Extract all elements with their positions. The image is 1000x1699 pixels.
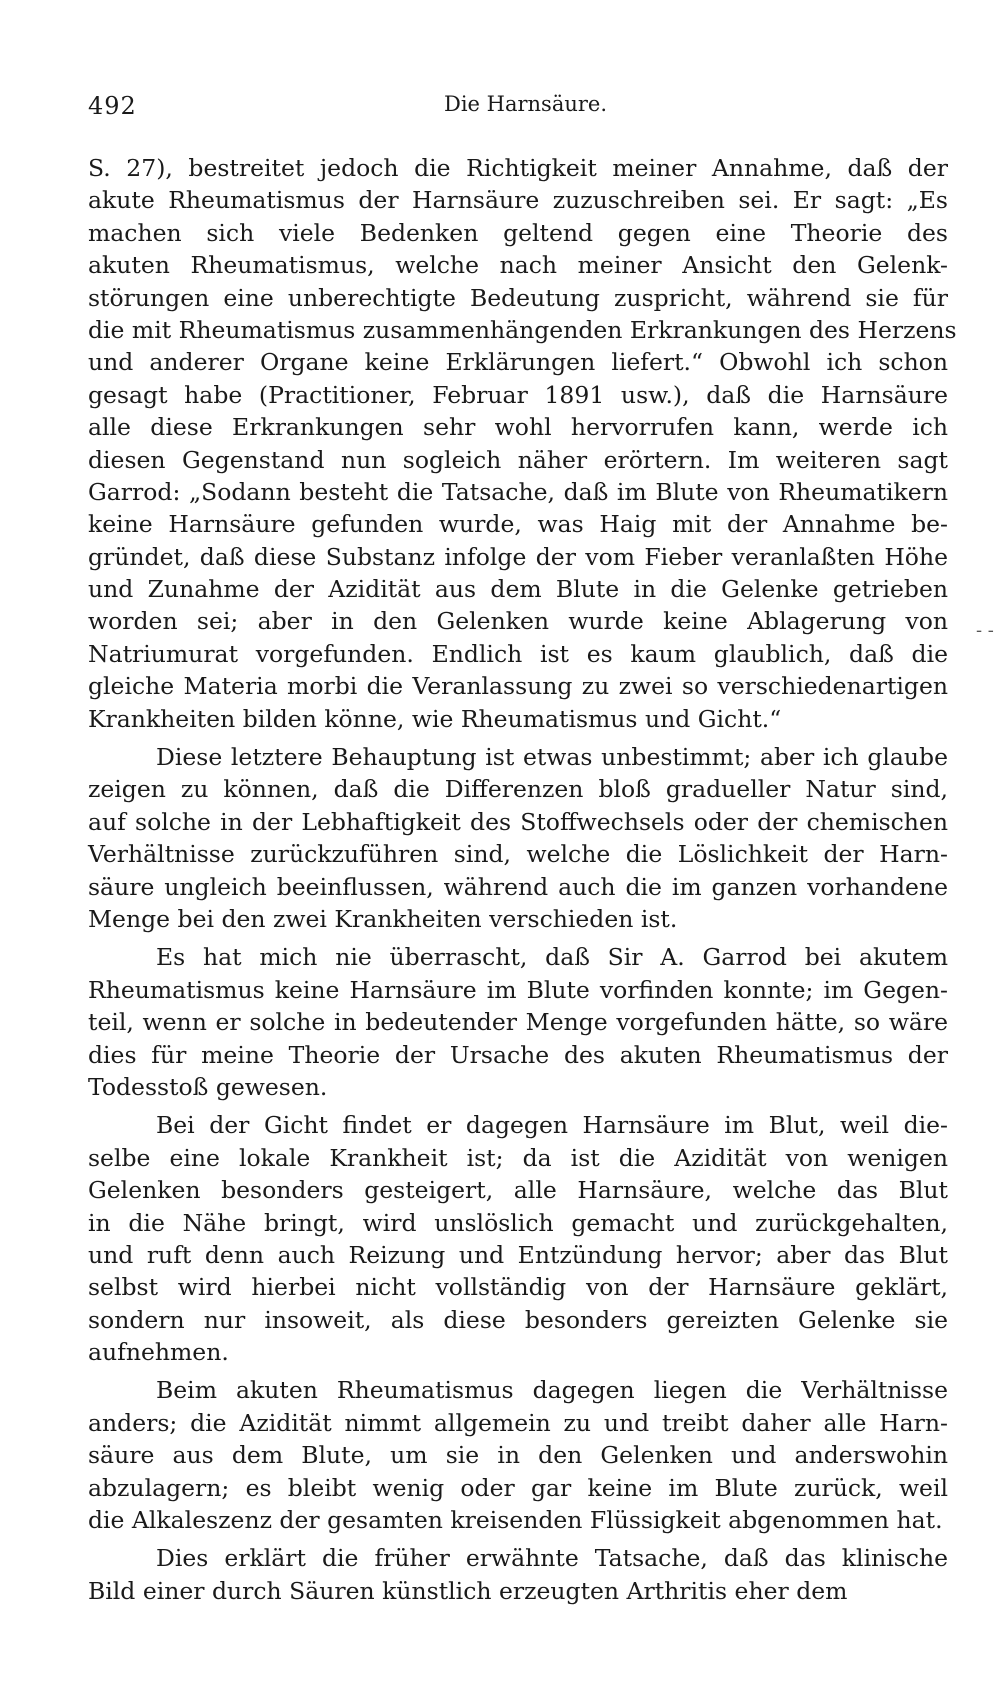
text-line: Menge bei den zwei Krankheiten verschieden ist.: [88, 904, 678, 933]
paragraph: [88, 1374, 948, 1536]
text-line: und anderer Organe keine Erklärungen liefert.“ Obwohl ich schon: [88, 348, 948, 377]
text-line: dies für meine Theorie der Ursache des akuten Rheumatismus der: [88, 1040, 948, 1069]
paragraph: [88, 1542, 948, 1607]
text-line: Rheumatismus keine Harnsäure im Blute vorfinden konnte; im Gegen-: [88, 975, 948, 1004]
text-line: Natriumurat vorgefunden. Endlich ist es kaum glaublich, daß die: [88, 639, 948, 668]
text-line: akuten Rheumatismus, welche nach meiner Ansicht den Gelenk-: [88, 251, 948, 280]
paragraph: [88, 741, 948, 935]
text-line: Diese letztere Behauptung ist etwas unbestimmt; aber ich glaube: [156, 743, 948, 772]
text-line: anders; die Azidität nimmt allgemein zu und treibt daher alle Harn-: [88, 1408, 948, 1437]
text-line: Dies erklärt die früher erwähnte Tatsache, daß das klinische: [156, 1544, 948, 1573]
text-line: auf solche in der Lebhaftigkeit des Stoffwechsels oder der chemischen: [88, 807, 948, 836]
text-line: akute Rheumatismus der Harnsäure zuzuschreiben sei. Er sagt: „Es: [88, 186, 948, 215]
text-line: teil, wenn er solche in bedeutender Menge vorgefunden hätte, so wäre: [88, 1008, 948, 1037]
text-line: alle diese Erkrankungen sehr wohl hervorrufen kann, werde ich: [88, 413, 948, 442]
page-number: 492: [88, 92, 137, 120]
text-line: sondern nur insoweit, als diese besonders gereizten Gelenke sie: [88, 1305, 948, 1334]
text-line: und Zunahme der Azidität aus dem Blute in die Gelenke getrieben: [88, 575, 948, 604]
text-line: selbst wird hierbei nicht vollständig von der Harnsäure geklärt,: [88, 1273, 948, 1302]
text-line: gründet, daß diese Substanz infolge der vom Fieber veranlaßten Höhe: [88, 542, 948, 571]
text-line: die Alkaleszenz der gesamten kreisenden Flüssigkeit abgenommen hat.: [88, 1506, 943, 1535]
text-line: S. 27), bestreitet jedoch die Richtigkeit meiner Annahme, daß der: [88, 154, 948, 182]
paragraph: [88, 941, 948, 1103]
text-line: aufnehmen.: [88, 1338, 229, 1367]
page-header: [88, 92, 948, 132]
text-line: Krankheiten bilden könne, wie Rheumatismus und Gicht.“: [88, 704, 782, 733]
text-line: säure aus dem Blute, um sie in den Gelenken und anderswohin: [88, 1441, 948, 1470]
text-line: Bei der Gicht findet er dagegen Harnsäure im Blut, weil die-: [156, 1111, 948, 1140]
text-line: Verhältnisse zurückzuführen sind, welche die Löslichkeit der Harn-: [88, 840, 948, 869]
text-line: machen sich viele Bedenken geltend gegen eine Theorie des: [88, 218, 948, 247]
text-line: gleiche Materia morbi die Veranlassung zu zwei so verschiedenartigen: [88, 672, 948, 701]
text-line: und ruft denn auch Reizung und Entzündung hervor; aber das Blut: [88, 1240, 948, 1269]
text-line: die mit Rheumatismus zusammenhängenden Erkrankungen des Herzens: [88, 315, 957, 344]
text-line: in die Nähe bringt, wird unslöslich gemacht und zurückgehalten,: [88, 1208, 948, 1237]
running-head: Die Harnsäure.: [444, 92, 608, 116]
text-line: Gelenken besonders gesteigert, alle Harnsäure, welche das Blut: [88, 1176, 948, 1205]
text-line: säure ungleich beeinflussen, während auch die im ganzen vorhandene: [88, 872, 948, 901]
text-line: Bild einer durch Säuren künstlich erzeugten Arthritis eher dem: [88, 1576, 848, 1605]
text-line: Garrod: „Sodann besteht die Tatsache, daß im Blute von Rheumatikern: [88, 477, 948, 506]
text-line: abzulagern; es bleibt wenig oder gar keine im Blute zurück, weil: [88, 1473, 948, 1502]
text-line: diesen Gegenstand nun sogleich näher erörtern. Im weiteren sagt: [88, 445, 948, 474]
text-line: Todesstoß gewesen.: [88, 1072, 328, 1101]
text-line: selbe eine lokale Krankheit ist; da ist die Azidität von wenigen: [88, 1143, 948, 1172]
text-line: störungen eine unberechtigte Bedeutung zuspricht, während sie für: [88, 283, 948, 312]
text-line: Beim akuten Rheumatismus dagegen liegen die Verhältnisse: [156, 1376, 948, 1405]
body-text: [88, 152, 957, 1607]
paragraph: [88, 1109, 948, 1368]
text-line: zeigen zu können, daß die Differenzen bloß gradueller Natur sind,: [88, 775, 948, 804]
margin-dash-mark: - -: [976, 620, 994, 641]
text-line: gesagt habe (Practitioner, Februar 1891 usw.), daß die Harnsäure: [88, 380, 948, 409]
paragraph: [88, 152, 957, 735]
text-line: worden sei; aber in den Gelenken wurde keine Ablagerung von: [88, 607, 948, 636]
text-line: Es hat mich nie überrascht, daß Sir A. Garrod bei akutem: [156, 943, 948, 972]
text-line: keine Harnsäure gefunden wurde, was Haig mit der Annahme be-: [88, 510, 948, 539]
